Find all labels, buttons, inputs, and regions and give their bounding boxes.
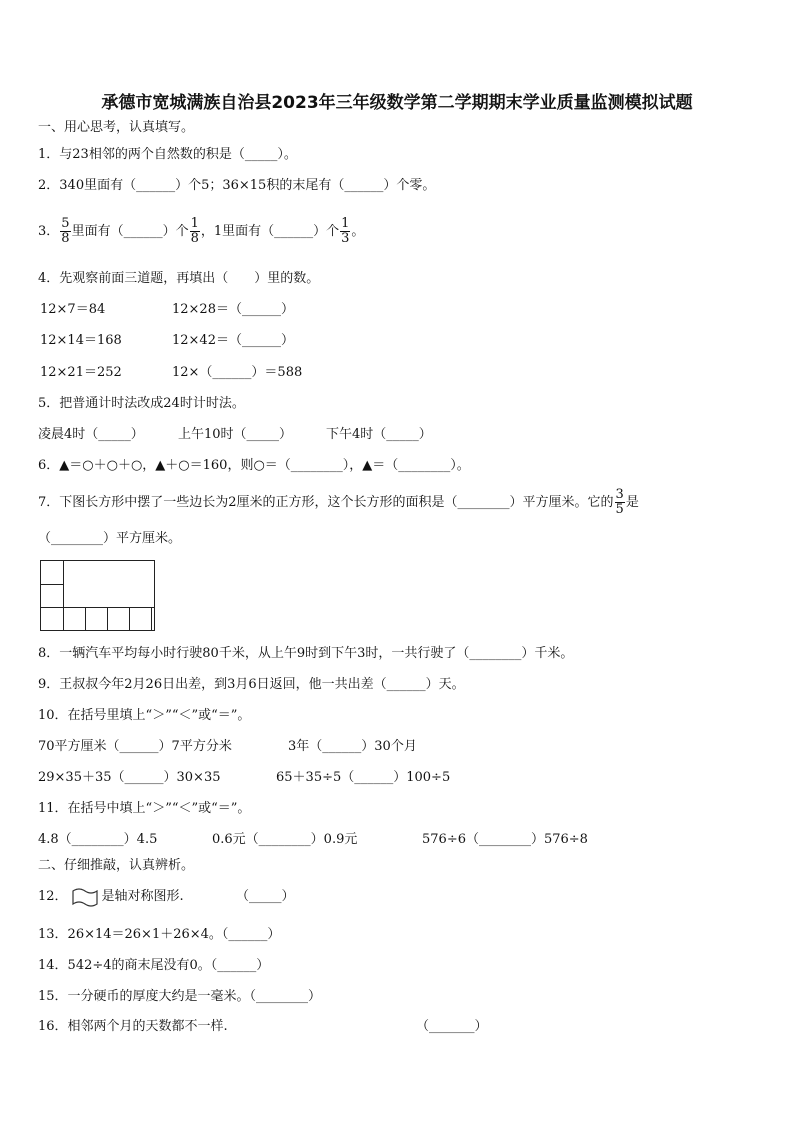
question-13: 13．26×14＝26×1＋26×4。（______）	[38, 927, 281, 942]
q4-row-1-left: 12×7＝84	[40, 302, 106, 317]
question-7	[38, 483, 639, 523]
fraction-1-8	[190, 217, 200, 246]
q4-row-2-right: 12×42＝（______）	[172, 333, 294, 348]
fraction-denominator: 5	[615, 502, 624, 517]
question-7-text-b: 是	[625, 495, 639, 510]
fraction-numerator: 5	[61, 216, 70, 231]
q5-item-1: 凌晨4时（_____）	[38, 427, 144, 442]
q11-item-1: 4.8（________）4.5	[38, 832, 158, 847]
question-3-end: 。	[351, 224, 365, 239]
question-7-text-a: 7．下图长方形中摆了一些边长为2厘米的正方形，这个长方形的面积是（________）平方厘米。它的	[38, 495, 614, 510]
wave-shape-icon	[70, 886, 100, 908]
section-heading-1: 一、用心思考，认真填写。	[38, 120, 195, 135]
fraction-denominator: 8	[61, 231, 70, 246]
fraction-denominator: 8	[190, 231, 199, 246]
q4-row-2-left: 12×14＝168	[40, 333, 122, 348]
fraction-1-3	[340, 217, 350, 246]
question-14: 14．542÷4的商末尾没有0。（______）	[38, 958, 270, 973]
q10-row-1-left: 70平方厘米（______）7平方分米	[38, 739, 232, 754]
fraction-3-5	[615, 488, 625, 517]
q4-row-3-right: 12×（______）＝588	[172, 365, 303, 380]
question-16-blank: （_______）	[416, 1019, 488, 1034]
question-2: 2．340里面有（______）个5；36×15积的末尾有（______）个零。	[38, 178, 436, 193]
question-1: 1．与23相邻的两个自然数的积是（_____）。	[38, 147, 297, 162]
question-7-line-2: （________）平方厘米。	[38, 531, 182, 546]
fraction-numerator: 1	[341, 216, 350, 231]
fraction-numerator: 3	[615, 487, 624, 502]
q10-row-2-right: 65＋35÷5（______）100÷5	[276, 770, 451, 785]
q11-item-3: 576÷6（________）576÷8	[422, 832, 588, 847]
q10-row-2-left: 29×35＋35（______）30×35	[38, 770, 221, 785]
fraction-5-8	[60, 217, 70, 246]
question-3-number: 3．	[38, 224, 60, 239]
question-4: 4．先观察前面三道题，再填出（ ）里的数。	[38, 271, 320, 286]
question-16: 16．相邻两个月的天数都不一样.	[38, 1019, 228, 1034]
question-6: 6．▲＝○＋○＋○，▲＋○＝160，则○＝（________），▲＝（________）。	[38, 458, 470, 473]
question-3-text-a: 里面有（______）个	[71, 224, 189, 239]
section-heading-2: 二、仔细推敲，认真辨析。	[38, 858, 195, 873]
fraction-denominator: 3	[341, 231, 350, 246]
q4-row-3-left: 12×21＝252	[40, 365, 122, 380]
question-3	[38, 212, 364, 252]
page-title: 承德市宽城满族自治县2023年三年级数学第二学期期末学业质量监测模拟试题	[101, 93, 693, 113]
question-3-text-b: ，1里面有（______）个	[200, 224, 340, 239]
q11-item-2: 0.6元（________）0.9元	[212, 832, 358, 847]
q5-item-3: 下午4时（_____）	[326, 427, 432, 442]
question-10: 10．在括号里填上“＞”“＜”或“＝”。	[38, 708, 251, 723]
q5-item-2: 上午10时（_____）	[178, 427, 293, 442]
question-8: 8．一辆汽车平均每小时行驶80千米，从上午9时到下午3时，一共行驶了（________）千米。	[38, 646, 574, 661]
fraction-numerator: 1	[190, 216, 199, 231]
question-9: 9．王叔叔今年2月26日出差，到3月6日返回，他一共出差（______）天。	[38, 677, 465, 692]
question-12-text: 是轴对称图形.	[101, 889, 184, 904]
question-11: 11．在括号中填上“＞”“＜”或“＝”。	[38, 801, 251, 816]
question-12	[38, 884, 184, 910]
question-12-blank: （_____）	[236, 889, 295, 904]
question-5: 5．把普通计时法改成24时计时法。	[38, 396, 245, 411]
q4-row-1-right: 12×28＝（______）	[172, 302, 294, 317]
q10-row-1-right: 3年（______）30个月	[288, 739, 417, 754]
question-12-number: 12．	[38, 889, 68, 904]
rectangle-squares-figure	[40, 560, 155, 631]
question-15: 15．一分硬币的厚度大约是一毫米。（________）	[38, 989, 322, 1004]
